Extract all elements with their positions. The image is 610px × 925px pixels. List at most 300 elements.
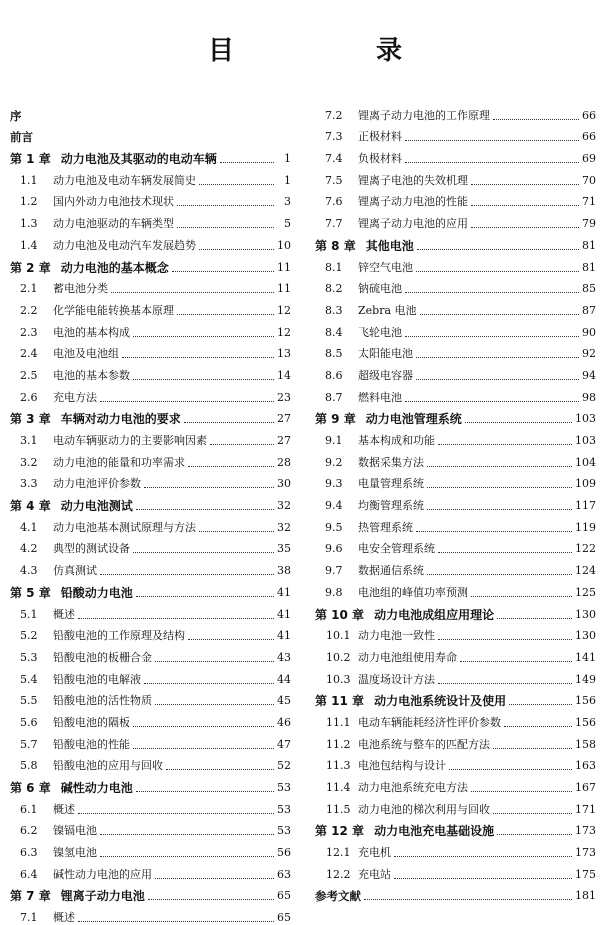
toc-entry-number: 8.6 xyxy=(325,368,343,382)
toc-page-number: 117 xyxy=(575,499,596,513)
toc-page-number: 149 xyxy=(575,672,596,686)
toc-entry-number: 10.3 xyxy=(326,672,351,686)
toc-page-number: 130 xyxy=(575,629,596,643)
toc-page-number: 53 xyxy=(277,781,291,794)
toc-chapter-entry xyxy=(10,405,291,427)
toc-entry-title: 动力电池组使用寿命 xyxy=(358,650,457,664)
toc-entry-title: 概述 xyxy=(53,911,75,925)
toc-page-number: 28 xyxy=(277,455,291,469)
toc-page-number: 109 xyxy=(575,477,596,491)
toc-entry-number: 5.8 xyxy=(20,759,38,773)
toc-page-number: 56 xyxy=(277,846,291,860)
toc-entry-title: 仿真测试 xyxy=(53,564,97,578)
toc-entry-number: 9.3 xyxy=(325,477,343,491)
toc-section-entry xyxy=(10,513,291,535)
toc-page-number: 167 xyxy=(575,781,596,794)
toc-page-number: 81 xyxy=(582,260,596,274)
toc-entry-number: 第 6 章 xyxy=(10,781,51,795)
toc-section-entry xyxy=(10,838,291,860)
toc-page-number: 92 xyxy=(582,347,596,361)
toc-chapter-entry xyxy=(10,882,291,904)
toc-section-entry xyxy=(315,318,596,340)
toc-dot-leader xyxy=(148,898,274,900)
toc-entry-title: 前言 xyxy=(10,130,33,145)
toc-entry-title: 铅酸电池的隔板 xyxy=(53,715,130,729)
toc-entry-number: 3.3 xyxy=(20,477,38,491)
toc-page-number: 79 xyxy=(582,217,596,231)
toc-page-number: 119 xyxy=(575,520,596,534)
toc-chapter-entry xyxy=(10,144,291,166)
toc-entry-number: 8.5 xyxy=(325,347,343,361)
toc-front-entry xyxy=(315,882,596,904)
toc-entry-title: 锌空气电池 xyxy=(358,260,413,274)
toc-entry-title: 数据采集方法 xyxy=(358,455,424,469)
toc-dot-leader xyxy=(136,508,274,510)
toc-entry-title: 正极材料 xyxy=(358,130,402,144)
toc-entry-number: 4.2 xyxy=(20,542,38,556)
toc-page-number: 11 xyxy=(277,260,291,274)
toc-dot-leader xyxy=(460,660,572,662)
toc-dot-leader xyxy=(177,204,274,206)
toc-page-number: 63 xyxy=(277,867,291,881)
toc-entry-number: 第 2 章 xyxy=(10,260,51,275)
toc-page-number: 3 xyxy=(284,195,291,209)
toc-dot-leader xyxy=(136,790,274,792)
toc-entry-number: 5.1 xyxy=(20,607,38,621)
toc-page-number: 43 xyxy=(277,650,291,664)
toc-entry-number: 6.2 xyxy=(20,824,38,838)
toc-entry-number: 2.4 xyxy=(20,347,38,361)
toc-entry-number: 8.7 xyxy=(325,390,343,404)
toc-page-number: 98 xyxy=(582,390,596,404)
toc-section-entry xyxy=(315,253,596,275)
toc-section-entry xyxy=(10,209,291,231)
toc-chapter-entry xyxy=(315,405,596,427)
toc-entry-title: 动力电池成组应用理论 xyxy=(374,607,495,622)
toc-dot-leader xyxy=(199,183,274,185)
toc-dot-leader xyxy=(188,465,274,467)
toc-section-entry xyxy=(10,730,291,752)
toc-page-number: 171 xyxy=(575,802,596,816)
toc-page-number: 103 xyxy=(575,412,596,426)
toc-section-entry xyxy=(315,448,596,470)
toc-entry-title: 动力电池的基本概念 xyxy=(60,260,169,275)
toc-page-number: 35 xyxy=(277,542,291,556)
toc-entry-number: 6.4 xyxy=(20,867,38,881)
toc-entry-number: 5.3 xyxy=(20,650,38,664)
toc-entry-title: 铅酸电池的电解液 xyxy=(53,672,141,686)
toc-dot-leader xyxy=(438,443,572,445)
toc-entry-title: 动力电池的能量和功率需求 xyxy=(53,455,185,469)
toc-page-number: 122 xyxy=(575,542,596,556)
toc-dot-leader xyxy=(497,617,572,619)
toc-page-number: 5 xyxy=(284,217,291,231)
toc-entry-number: 9.4 xyxy=(325,499,343,513)
toc-dot-leader xyxy=(405,161,579,163)
toc-dot-leader xyxy=(493,747,572,749)
toc-section-entry xyxy=(10,448,291,470)
toc-section-entry xyxy=(315,578,596,600)
toc-page-number: 12 xyxy=(277,303,291,317)
toc-dot-leader xyxy=(199,530,274,532)
toc-section-entry xyxy=(10,622,291,644)
toc-dot-leader xyxy=(100,855,274,857)
toc-entry-title: 碱性动力电池的应用 xyxy=(53,867,152,881)
toc-entry-title: 电动车辆能耗经济性评价参数 xyxy=(358,715,501,729)
toc-dot-leader xyxy=(427,465,572,467)
toc-entry-title: 均衡管理系统 xyxy=(358,499,424,513)
toc-entry-title: 铅酸电池的性能 xyxy=(53,737,130,751)
toc-entry-number: 11.3 xyxy=(326,759,351,773)
toc-entry-number: 1.4 xyxy=(20,238,38,252)
toc-entry-number: 第 9 章 xyxy=(315,412,356,427)
toc-section-entry xyxy=(10,470,291,492)
toc-entry-title: 充电机 xyxy=(358,846,391,860)
toc-entry-title: 动力电池系统充电方法 xyxy=(358,781,468,794)
toc-dot-leader xyxy=(199,248,274,250)
toc-entry-title: 动力电池系统设计及使用 xyxy=(374,694,507,709)
toc-page-number: 87 xyxy=(582,303,596,317)
toc-dot-leader xyxy=(220,161,274,163)
toc-page-number: 124 xyxy=(575,564,596,578)
toc-section-entry xyxy=(10,903,291,925)
toc-dot-leader xyxy=(417,248,579,250)
toc-section-entry xyxy=(315,708,596,730)
toc-dot-leader xyxy=(122,356,274,358)
toc-entry-title: 动力电池驱动的车辆类型 xyxy=(53,217,174,231)
toc-entry-number: 2.1 xyxy=(20,282,38,296)
toc-entry-number: 第 1 章 xyxy=(10,152,51,167)
toc-section-entry xyxy=(10,708,291,730)
toc-section-entry xyxy=(315,838,596,860)
toc-entry-title: 动力电池的梯次利用与回收 xyxy=(358,802,490,816)
toc-section-entry xyxy=(315,426,596,448)
toc-page-number: 156 xyxy=(575,694,596,708)
toc-entry-title: 电动车辆驱动力的主要影响因素 xyxy=(53,434,207,447)
toc-dot-leader xyxy=(188,638,274,640)
toc-dot-leader xyxy=(416,270,579,272)
toc-section-entry xyxy=(315,556,596,578)
toc-section-entry xyxy=(315,513,596,535)
toc-entry-number: 8.2 xyxy=(325,282,343,296)
toc-entry-title: 铅酸电池的应用与回收 xyxy=(53,759,163,773)
toc-page-number: 41 xyxy=(277,629,291,643)
toc-dot-leader xyxy=(509,703,572,705)
toc-entry-number: 3.2 xyxy=(20,455,38,469)
toc-entry-number: 8.1 xyxy=(325,260,343,274)
toc-entry-title: 太阳能电池 xyxy=(358,347,413,361)
toc-entry-title: 电池包结构与设计 xyxy=(358,759,446,773)
toc-page-number: 65 xyxy=(277,889,291,903)
toc-entry-number: 7.6 xyxy=(325,195,343,209)
toc-entry-number: 9.2 xyxy=(325,455,343,469)
toc-page-number: 27 xyxy=(277,412,291,426)
toc-entry-title: 动力电池基本测试原理与方法 xyxy=(53,520,196,534)
toc-entry-number: 4.3 xyxy=(20,564,38,578)
toc-page-number: 1 xyxy=(284,173,291,187)
toc-page-number: 103 xyxy=(575,434,596,447)
toc-page-number: 47 xyxy=(277,737,291,751)
toc-entry-number: 第 3 章 xyxy=(10,412,51,427)
toc-page-number: 30 xyxy=(277,477,291,491)
toc-section-entry xyxy=(315,752,596,774)
toc-entry-title: 动力电池及电动车辆发展简史 xyxy=(53,173,196,187)
toc-section-entry xyxy=(10,340,291,362)
toc-dot-leader xyxy=(100,573,274,575)
toc-dot-leader xyxy=(364,898,572,900)
toc-dot-leader xyxy=(471,595,572,597)
toc-entry-title: 锂离子动力电池的应用 xyxy=(358,217,468,231)
toc-dot-leader xyxy=(416,378,579,380)
toc-page-number: 65 xyxy=(277,911,291,925)
toc-entry-number: 第 11 章 xyxy=(315,694,365,709)
toc-entry-number: 6.3 xyxy=(20,846,38,860)
toc-section-entry xyxy=(10,752,291,774)
toc-entry-number: 2.3 xyxy=(20,325,38,339)
toc-section-entry xyxy=(10,275,291,297)
toc-entry-title: 动力电池充电基础设施 xyxy=(374,824,495,839)
toc-page-number: 52 xyxy=(277,759,291,773)
toc-page-number: 46 xyxy=(277,715,291,729)
toc-page-number: 158 xyxy=(575,737,596,751)
toc-page-number: 81 xyxy=(582,238,596,252)
toc-entry-number: 11.5 xyxy=(326,802,351,816)
toc-dot-leader xyxy=(405,335,579,337)
toc-page-number: 130 xyxy=(575,607,596,621)
toc-dot-leader xyxy=(394,877,572,879)
toc-dot-leader xyxy=(177,226,274,228)
toc-dot-leader xyxy=(471,183,579,185)
toc-entry-title: 参考文献 xyxy=(315,889,361,904)
toc-entry-number: 7.2 xyxy=(325,108,343,122)
toc-section-entry xyxy=(10,231,291,253)
toc-dot-leader xyxy=(416,530,572,532)
toc-section-entry xyxy=(10,665,291,687)
toc-dot-leader xyxy=(438,551,572,553)
toc-section-entry xyxy=(10,687,291,709)
toc-entry-title: 动力电池管理系统 xyxy=(365,412,462,427)
toc-entry-number: 10.2 xyxy=(326,650,351,664)
toc-entry-number: 3.1 xyxy=(20,434,38,447)
toc-page-number: 38 xyxy=(277,564,291,578)
toc-chapter-entry xyxy=(315,687,596,709)
toc-entry-title: 热管理系统 xyxy=(358,520,413,534)
toc-dot-leader xyxy=(438,638,572,640)
toc-page-number: 1 xyxy=(284,152,291,166)
toc-section-entry xyxy=(10,860,291,882)
toc-dot-leader xyxy=(155,660,274,662)
toc-entry-number: 2.2 xyxy=(20,303,38,317)
toc-dot-leader xyxy=(504,725,572,727)
toc-dot-leader xyxy=(78,920,274,922)
toc-entry-title: 超级电容器 xyxy=(358,368,413,382)
toc-dot-leader xyxy=(100,400,274,402)
toc-entry-title: 钠硫电池 xyxy=(358,282,402,296)
toc-dot-leader xyxy=(184,421,274,423)
toc-entry-title: Zebra 电池 xyxy=(358,303,417,317)
toc-entry-number: 第 7 章 xyxy=(10,889,51,904)
toc-page-number: 173 xyxy=(575,846,596,860)
toc-entry-number: 10.1 xyxy=(326,629,351,643)
toc-dot-leader xyxy=(133,747,274,749)
toc-dot-leader xyxy=(471,204,579,206)
toc-section-entry xyxy=(315,296,596,318)
toc-dot-leader xyxy=(133,378,274,380)
toc-entry-number: 第 5 章 xyxy=(10,585,51,600)
toc-page-number: 23 xyxy=(277,390,291,404)
toc-section-entry xyxy=(10,426,291,448)
toc-entry-title: 电池的基本构成 xyxy=(53,325,130,339)
toc-dot-leader xyxy=(405,400,579,402)
toc-entry-title: 化学能电能转换基本原理 xyxy=(53,303,174,317)
toc-section-entry xyxy=(315,275,596,297)
toc-section-entry xyxy=(10,795,291,817)
toc-dot-leader xyxy=(471,790,572,792)
toc-section-entry xyxy=(315,730,596,752)
toc-dot-leader xyxy=(144,682,274,684)
toc-section-entry xyxy=(315,470,596,492)
toc-section-entry xyxy=(315,361,596,383)
toc-entry-number: 7.3 xyxy=(325,130,343,144)
toc-section-entry xyxy=(315,166,596,188)
toc-entry-title: 其他电池 xyxy=(365,238,414,253)
toc-entry-title: 锂离子动力电池 xyxy=(60,889,145,904)
toc-entry-number: 第 4 章 xyxy=(10,499,51,514)
toc-section-entry xyxy=(10,188,291,210)
toc-page-number: 141 xyxy=(575,650,596,664)
toc-page-number: 53 xyxy=(277,824,291,838)
toc-entry-number: 9.6 xyxy=(325,542,343,556)
toc-entry-title: 国内外动力电池技术现状 xyxy=(53,195,174,209)
toc-page-number: 181 xyxy=(575,889,596,903)
toc-page-number: 125 xyxy=(575,585,596,599)
toc-dot-leader xyxy=(405,291,579,293)
toc-entry-title: 数据通信系统 xyxy=(358,564,424,578)
toc-dot-leader xyxy=(78,617,274,619)
toc-dot-leader xyxy=(438,682,572,684)
toc-entry-number: 11.1 xyxy=(326,715,351,729)
toc-entry-title: 电池系统与整车的匹配方法 xyxy=(358,737,490,751)
toc-chapter-entry xyxy=(10,578,291,600)
toc-entry-number: 7.7 xyxy=(325,217,343,231)
toc-dot-leader xyxy=(133,335,274,337)
toc-dot-leader xyxy=(416,356,579,358)
toc-dot-leader xyxy=(465,421,572,423)
toc-entry-title: 电池的基本参数 xyxy=(53,368,130,382)
toc-section-entry xyxy=(315,773,596,795)
toc-dot-leader xyxy=(133,725,274,727)
toc-chapter-entry xyxy=(315,817,596,839)
toc-page-number: 32 xyxy=(277,520,291,534)
toc-page-number: 11 xyxy=(277,282,291,296)
toc-page-number: 104 xyxy=(575,455,596,469)
toc-entry-number: 5.2 xyxy=(20,629,38,643)
toc-entry-number: 11.4 xyxy=(326,781,351,794)
toc-section-entry xyxy=(315,665,596,687)
toc-chapter-entry xyxy=(10,491,291,513)
toc-dot-leader xyxy=(420,313,579,315)
toc-section-entry xyxy=(315,144,596,166)
page-title: 目 录 xyxy=(207,36,460,66)
toc-section-entry xyxy=(315,209,596,231)
toc-entry-number: 8.4 xyxy=(325,325,343,339)
toc-entry-title: 铅酸电池的活性物质 xyxy=(53,694,152,708)
toc-dot-leader xyxy=(394,855,572,857)
toc-entry-title: 镍氢电池 xyxy=(53,846,97,860)
toc-section-entry xyxy=(10,296,291,318)
toc-page-number: 10 xyxy=(277,238,291,252)
toc-dot-leader xyxy=(111,291,274,293)
toc-entry-number: 11.2 xyxy=(326,737,351,751)
toc-entry-number: 第 8 章 xyxy=(315,238,356,253)
toc-page-number: 41 xyxy=(277,607,291,621)
toc-entry-title: 铅酸电池的板栅合金 xyxy=(53,650,152,664)
toc-page-number: 44 xyxy=(277,672,291,686)
toc-section-entry xyxy=(10,318,291,340)
toc-entry-number: 9.8 xyxy=(325,585,343,599)
toc-entry-title: 燃料电池 xyxy=(358,390,402,404)
toc-entry-title: 序 xyxy=(10,108,22,123)
toc-dot-leader xyxy=(78,812,274,814)
toc-dot-leader xyxy=(471,226,579,228)
toc-dot-leader xyxy=(493,812,572,814)
toc-entry-title: 镍镉电池 xyxy=(53,824,97,838)
toc-entry-title: 动力电池及其驱动的电动车辆 xyxy=(60,152,217,167)
toc-dot-leader xyxy=(177,313,274,315)
toc-entry-title: 电安全管理系统 xyxy=(358,542,435,556)
toc-dot-leader xyxy=(405,139,579,141)
toc-entry-title: 飞轮电池 xyxy=(358,325,402,339)
toc-entry-number: 5.7 xyxy=(20,737,38,751)
toc-section-entry xyxy=(10,361,291,383)
toc-entry-title: 蓄电池分类 xyxy=(53,282,108,296)
toc-dot-leader xyxy=(493,118,579,120)
toc-entry-number: 6.1 xyxy=(20,802,38,816)
toc-dot-leader xyxy=(427,573,572,575)
toc-section-entry xyxy=(10,556,291,578)
toc-entry-number: 9.5 xyxy=(325,520,343,534)
toc-chapter-entry xyxy=(10,253,291,275)
toc-page-number: 27 xyxy=(277,434,291,447)
toc-page-number: 53 xyxy=(277,802,291,816)
toc-section-entry xyxy=(10,166,291,188)
toc-section-entry xyxy=(315,491,596,513)
toc-entry-title: 动力电池测试 xyxy=(60,499,133,514)
toc-entry-title: 电池组的峰值功率预测 xyxy=(358,585,468,599)
toc-section-entry xyxy=(10,600,291,622)
toc-entry-title: 锂离子电池的失效机理 xyxy=(358,173,468,187)
toc-dot-leader xyxy=(133,551,274,553)
toc-page-number: 70 xyxy=(582,173,596,187)
toc-entry-number: 2.5 xyxy=(20,368,38,382)
toc-entry-title: 电池及电池组 xyxy=(53,347,119,361)
toc-entry-title: 铅酸动力电池 xyxy=(60,585,133,600)
toc-entry-title: 概述 xyxy=(53,607,75,621)
toc-column-left xyxy=(10,101,291,925)
toc-dot-leader xyxy=(172,270,274,272)
toc-entry-title: 负极材料 xyxy=(358,152,402,166)
toc-dot-leader xyxy=(155,877,274,879)
toc-dot-leader xyxy=(210,443,274,445)
toc-entry-number: 5.6 xyxy=(20,715,38,729)
toc-page-number: 175 xyxy=(575,867,596,881)
toc-page-number: 94 xyxy=(582,368,596,382)
toc-dot-leader xyxy=(427,486,572,488)
toc-entry-title: 动力电池一致性 xyxy=(358,629,435,643)
toc-dot-leader xyxy=(155,703,274,705)
toc-entry-title: 车辆对动力电池的要求 xyxy=(60,412,181,427)
toc-entry-title: 动力电池及电动汽车发展趋势 xyxy=(53,238,196,252)
